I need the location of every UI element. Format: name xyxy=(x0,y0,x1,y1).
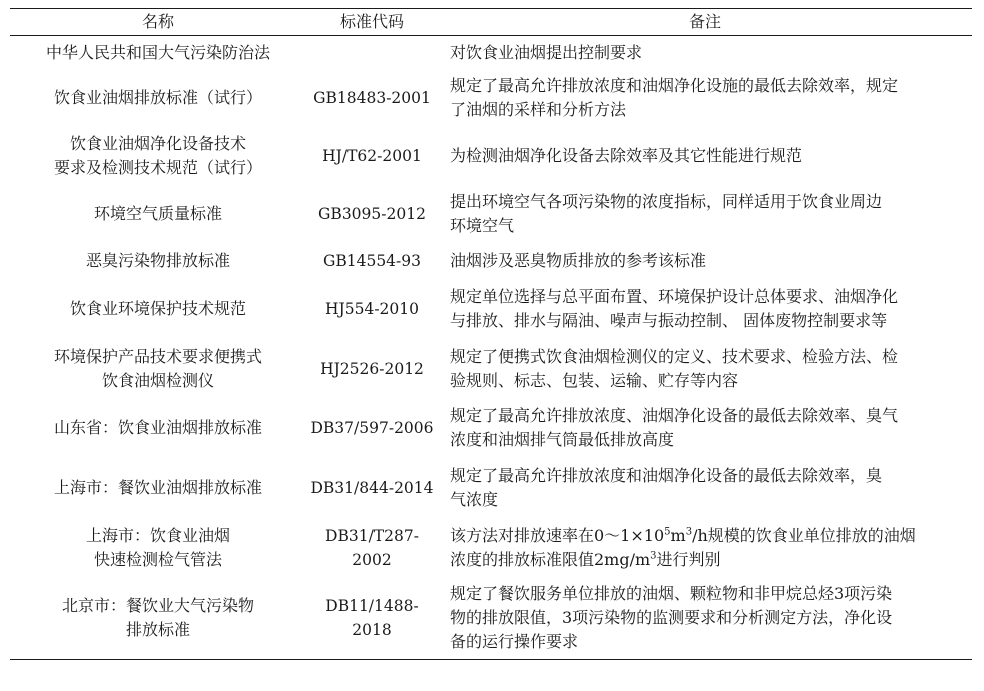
table-row xyxy=(10,278,972,340)
cell-code: DB31/844-2014 xyxy=(310,478,434,497)
name-line: 山东省：饮食业油烟排放标准 xyxy=(53,417,262,437)
table-body xyxy=(10,36,972,660)
cell-name xyxy=(10,185,306,244)
note-line: 浓度和油烟排气筒最低排放高度 xyxy=(450,429,675,449)
note-line: 提出环境空气各项污染物的浓度指标，同样适用于饮食业周边 xyxy=(450,192,883,211)
note-fragment: 浓度的排放标准限值2mg/m xyxy=(450,549,651,569)
superscript: 5 xyxy=(664,526,671,538)
cell-note xyxy=(438,340,972,398)
cell-code: HJ/T62-2001 xyxy=(322,146,422,165)
cell-note xyxy=(438,278,972,340)
cell-note xyxy=(438,578,972,660)
cell-note xyxy=(438,458,972,518)
cell-name xyxy=(10,578,306,660)
header-name: 名称 xyxy=(10,9,306,36)
name-line: 上海市：餐饮业油烟排放标准 xyxy=(53,477,262,497)
cell-name xyxy=(10,458,306,518)
superscript: 3 xyxy=(685,526,693,538)
cell-name xyxy=(10,127,306,185)
table-row xyxy=(10,518,972,578)
name-line: 环境保护产品技术要求便携式 xyxy=(53,346,262,366)
cell-code: HJ554-2010 xyxy=(325,299,419,318)
table-row xyxy=(10,185,972,244)
cell-note xyxy=(438,518,972,578)
note-fragment: 该方法对排放速率在0～1×10 xyxy=(450,525,665,545)
note-line: 油烟涉及恶臭物质排放的参考该标准 xyxy=(450,250,707,270)
cell-name xyxy=(10,398,306,458)
note-fragment: m xyxy=(670,525,686,545)
note-line: 规定单位选择与总平面布置、环境保护设计总体要求、油烟净化 xyxy=(450,286,899,306)
cell-name xyxy=(10,340,306,398)
cell-note xyxy=(438,398,972,458)
name-line: 饮食业油烟排放标准（试行） xyxy=(53,88,262,107)
note-line: 物的排放限值，3项污染物的监测要求和分析测定方法，净化设 xyxy=(450,608,893,628)
name-line: 恶臭污染物排放标准 xyxy=(85,250,230,270)
note-line: 了油烟的采样和分析方法 xyxy=(450,100,627,119)
table-header xyxy=(10,9,972,36)
note-line: 规定了最高允许排放浓度和油烟净化设施的最低去除效率，规定 xyxy=(450,76,899,95)
table-row xyxy=(10,36,972,70)
table-row xyxy=(10,398,972,458)
note-line: 备的运行操作要求 xyxy=(450,632,579,652)
header-note: 备注 xyxy=(438,9,972,36)
cell-note xyxy=(438,185,972,244)
cell-note xyxy=(438,244,972,278)
name-line: 北京市：餐饮业大气污染物 xyxy=(61,596,254,616)
note-line: 对饮食业油烟提出控制要求 xyxy=(450,42,643,62)
superscript: 3 xyxy=(650,550,657,562)
name-line: 饮食油烟检测仪 xyxy=(101,370,214,390)
table-row xyxy=(10,458,972,518)
name-line: 中华人民共和国大气污染防治法 xyxy=(45,42,270,62)
note-line: 规定了便携式饮食油烟检测仪的定义、技术要求、检验方法、检 xyxy=(450,346,899,366)
cell-note xyxy=(438,127,972,185)
note-line: 气浓度 xyxy=(450,489,499,509)
table-row xyxy=(10,340,972,398)
note-line xyxy=(450,524,966,548)
cell-name xyxy=(10,70,306,127)
standards-table xyxy=(10,8,972,660)
table-row xyxy=(10,127,972,185)
cell-code: GB14554-93 xyxy=(322,251,422,270)
cell-code: HJ2526-2012 xyxy=(320,359,424,378)
note-line: 规定了最高允许排放浓度、油烟净化设备的最低去除效率、臭气 xyxy=(450,405,899,425)
cell-name xyxy=(10,278,306,340)
header-code: 标准代码 xyxy=(306,9,438,36)
note-line: 为检测油烟净化设备去除效率及其它性能进行规范 xyxy=(450,145,803,165)
cell-code: DB31/T287-2002 xyxy=(325,526,419,569)
note-line: 环境空气 xyxy=(450,216,515,235)
cell-code: DB11/1488-2018 xyxy=(306,578,438,660)
cell-note xyxy=(438,70,972,127)
note-line: 规定了最高允许排放浓度和油烟净化设备的最低去除效率，臭 xyxy=(450,465,883,485)
cell-note xyxy=(438,36,972,70)
cell-code: DB37/597-2006 xyxy=(310,418,434,437)
cell-name xyxy=(10,518,306,578)
name-line: 上海市：饮食业油烟 xyxy=(85,525,230,545)
table-row xyxy=(10,70,972,127)
cell-code xyxy=(306,36,438,70)
name-line: 饮食业环境保护技术规范 xyxy=(69,298,246,318)
name-line: 要求及检测技术规范（试行） xyxy=(53,157,262,177)
name-line: 排放标准 xyxy=(125,620,190,640)
table-row xyxy=(10,578,972,660)
note-line xyxy=(450,548,966,572)
note-line: 规定了餐饮服务单位排放的油烟、颗粒物和非甲烷总烃3项污染 xyxy=(450,584,893,604)
cell-code: GB3095-2012 xyxy=(318,205,426,223)
header-row xyxy=(10,9,972,36)
cell-name xyxy=(10,244,306,278)
note-line: 与排放、排水与隔油、噪声与振动控制、 固体废物控制要求等 xyxy=(450,310,888,330)
name-line: 快速检测检气管法 xyxy=(93,549,222,569)
note-fragment: 进行判别 xyxy=(656,549,721,569)
name-line: 环境空气质量标准 xyxy=(93,204,222,223)
name-line: 饮食业油烟净化设备技术 xyxy=(69,133,246,153)
cell-name xyxy=(10,36,306,70)
table-row xyxy=(10,244,972,278)
note-line: 验规则、标志、包装、运输、贮存等内容 xyxy=(450,370,739,390)
note-fragment: /h规模的饮食业单位排放的油烟 xyxy=(692,525,916,545)
cell-code: GB18483-2001 xyxy=(313,89,431,107)
